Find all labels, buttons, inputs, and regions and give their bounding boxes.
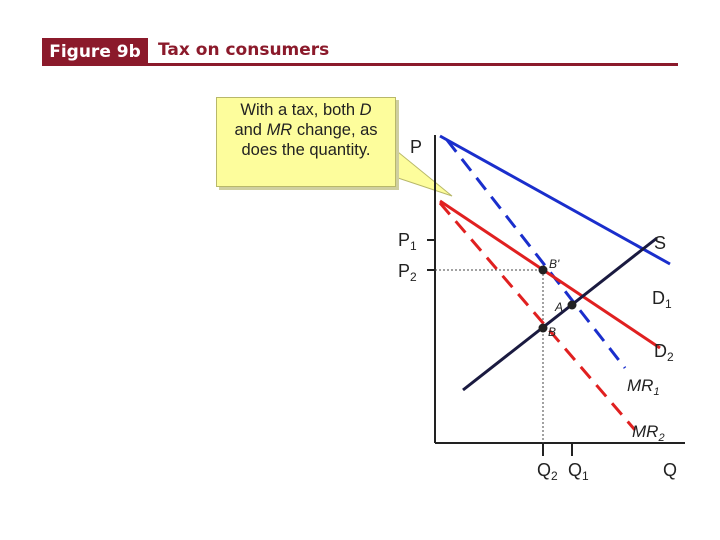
p1-label: $P_1$ <box>398 230 417 253</box>
point-a <box>568 301 577 310</box>
a-label: A <box>555 300 564 314</box>
supply-curve <box>463 238 657 390</box>
supply-label: S <box>654 233 667 253</box>
mr1-label: $MR_1$ <box>627 376 660 398</box>
figure-number-badge: Figure 9b <box>42 38 148 66</box>
point-b <box>539 324 548 333</box>
point-b-prime <box>539 266 548 275</box>
quantity-axis-label: Q <box>663 460 678 480</box>
d2-label: $D_2$ <box>654 341 674 364</box>
marginal-revenue-mr2 <box>440 203 635 430</box>
callout-pointer <box>398 152 452 196</box>
p2-label: $P_2$ <box>398 261 417 284</box>
price-axis-label: P <box>410 137 423 157</box>
callout-line-1: With a tax, both D <box>240 101 372 119</box>
callout-line-3: does the quantity. <box>241 141 371 159</box>
d1-label: $D_1$ <box>652 288 672 311</box>
mr2-label: $MR_2$ <box>632 422 665 444</box>
figure-title: Tax on consumers <box>158 40 330 60</box>
explanation-callout <box>216 97 396 187</box>
b-label: B <box>548 325 557 339</box>
q2-label: $Q_2$ <box>537 460 558 483</box>
q1-label: $Q_1$ <box>568 460 589 483</box>
b-prime-label: B' <box>549 257 560 271</box>
callout-line-2: and MR change, as <box>234 121 378 139</box>
